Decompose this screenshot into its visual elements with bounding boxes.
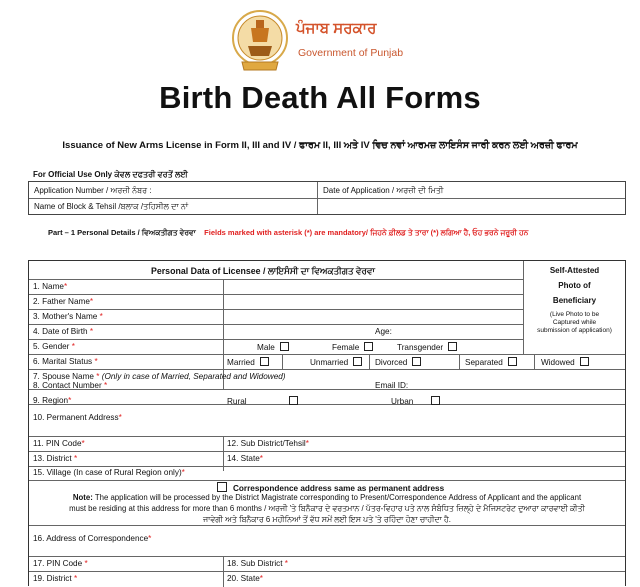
mother-name-label: 3. Mother's Name * [33,312,103,321]
name-input[interactable] [225,280,522,294]
region-label: 9. Region* [33,396,72,405]
spouse-name-label: 7. Spouse Name * (Only in case of Married, Separated and Widowed) [33,372,286,381]
application-date-field[interactable]: Date of Application / ਅਰਜ਼ੀ ਦੀ ਮਿਤੀ [323,186,444,195]
region-rural[interactable]: Rural [227,396,298,406]
mandatory-note: Fields marked with asterisk (*) are mandatory/ ਜਿਹਨੇ ਫ਼ੀਲਡ ਤੇ ਤਾਰਾ (*) ਲਗਿਆ ਹੈ, ਓਹ ਭਰਨੇ ਜਰੂਰੀ ਹਨ [204,228,529,237]
mother-name-input[interactable] [225,310,522,324]
marital-widowed[interactable]: Widowed [541,357,589,367]
block-tehsil-field[interactable]: Name of Block & Tehsil /ਬਲਾਕ /ਤਹਿਸੀਲ ਦਾ ਨਾਂ [34,202,189,211]
father-name-label: 2. Father Name* [33,297,94,306]
part1-label: Part – 1 Personal Details / ਵਿਅਕਤੀਗਤ ਵੇਰਵਾ [48,228,196,237]
father-name-input[interactable] [225,295,522,309]
same-address-option[interactable]: Correspondence address same as permanent address [217,482,444,493]
permanent-address-input[interactable] [29,405,625,435]
village-label: 15. Village (In case of Rural Region only)* [33,468,185,477]
urban-checkbox[interactable] [431,396,440,405]
region-urban[interactable]: Urban [391,396,440,406]
application-number-field[interactable]: Application Number / ਅਰਜ਼ੀ ਨੰਬਰ : [34,186,152,195]
official-use-table [28,181,626,215]
unmarried-checkbox[interactable] [353,357,362,366]
punjab-government-emblem [230,6,290,76]
rural-checkbox[interactable] [289,396,298,405]
marital-unmarried[interactable]: Unmarried [310,357,362,367]
sub-district-label: 12. Sub District/Tehsil* [227,439,309,448]
transgender-checkbox[interactable] [448,342,457,351]
contact-number-label: 8. Contact Number * [33,381,108,390]
same-address-checkbox[interactable] [217,482,227,492]
gender-label: 5. Gender * [33,342,75,351]
photo-line-3: Beneficiary [552,296,597,305]
age-label: Age: [375,327,392,336]
marital-married[interactable]: Married [227,357,269,367]
dob-label: 4. Date of Birth * [33,327,94,336]
correspondence-address-label: 16. Address of Correspondence* [33,534,152,543]
gender-transgender[interactable]: Transgender [397,342,457,352]
personal-data-heading: Personal Data of Licensee / ਲਾਇਸੰਸੀ ਦਾ ਵਿਅਕਤੀਗਤ ਵੇਰਵਾ [151,266,375,276]
part1-heading [48,228,528,238]
correspondence-address-input[interactable] [29,526,625,555]
state-label: 14. State* [227,454,263,463]
corr-sub-district-label: 18. Sub District * [227,559,288,568]
gender-female[interactable]: Female [332,342,373,352]
married-checkbox[interactable] [260,357,269,366]
divorced-checkbox[interactable] [412,357,421,366]
widowed-checkbox[interactable] [580,357,589,366]
personal-details-form [28,260,626,586]
gender-male[interactable]: Male [257,342,289,352]
separated-checkbox[interactable] [508,357,517,366]
marital-divorced[interactable]: Divorced [375,357,421,367]
permanent-address-label: 10. Permanent Address* [33,413,122,422]
email-label: Email ID: [375,381,409,390]
form-subtitle: Issuance of New Arms License in Form II, III and IV / ਫਾਰਮ II, III ਅਤੇ IV ਵਿਚ ਨਵਾਂ ਆਰਮਜ਼ ਲਾਇਸੰਸ ਜਾਰੀ ਕਰਨ ਲਈ ਅਰਜ਼ੀ ਫਾਰਮ [62,140,578,151]
pin-code-label: 11. PIN Code* [33,439,85,448]
government-name-punjabi: ਪੰਜਾਬ ਸਰਕਾਰ [296,20,377,37]
marital-separated[interactable]: Separated [465,357,517,367]
marital-status-label: 6. Marital Status * [33,357,98,366]
photo-line-2: Photo of [558,281,591,290]
government-name-english: Government of Punjab [298,47,404,59]
photo-placeholder [524,263,625,335]
corr-pin-code-label: 17. PIN Code * [33,559,88,568]
corr-state-label: 20. State* [227,574,263,583]
district-label: 13. District * [33,454,78,463]
female-checkbox[interactable] [364,342,373,351]
male-checkbox[interactable] [280,342,289,351]
corr-district-label: 19. District * [33,574,78,583]
photo-note: (Live Photo to be Captured while submission of application) [537,311,612,334]
note-label: Note: [72,493,93,502]
photo-line-1: Self-Attested [549,266,600,275]
page-title: Birth Death All Forms [159,80,481,115]
residency-note: Note: The application will be processed by the District Magistrate corresponding to Present/Correspondence Address of Applicant and the applicant must be residing at this address for more than 6 months / ਅਰਜੀ 'ਤੇ ਬਿਨੈਕਾਰ ਦੇ ਵਰਤਮਾਨ / ਪੱਤਰ-ਵਿਹਾਰ ਪਤੇ ਨਾਲ ਸੰਬੰਧਿਤ ਜ਼ਿਲ੍ਹੇ ਦੇ ਮੈਜਿਸਟਰੇਟ ਦੁਆਰਾ ਕਾਰਵਾਈ ਕੀਤੀ ਜਾਵੇਗੀ ਅਤੇ ਬਿਨੈਕਾਰ 6 ਮਹੀਨਿਆਂ ਤੋਂ ਵੱਧ ਸਮੇਂ ਲਈ ਇਸ ਪਤੇ 'ਤੇ ਰਹਿੰਦਾ ਹੋਣਾ ਚਾਹੀਦਾ ਹੈ. [69,493,585,524]
name-label: 1. Name* [33,282,68,291]
official-use-heading: For Official Use Only ਕੇਵਲ ਦਫਤਰੀ ਵਰਤੋਂ ਲਈ [33,170,188,179]
